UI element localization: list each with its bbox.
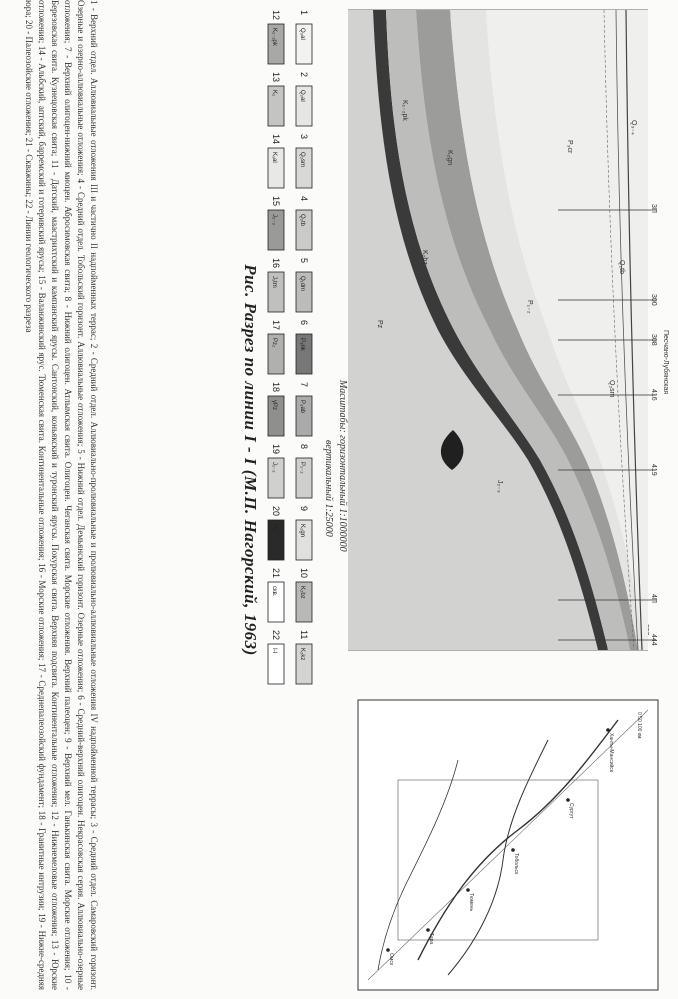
legend-item xyxy=(296,10,312,64)
legend-item xyxy=(268,10,284,64)
legend-item xyxy=(296,568,312,622)
legend-number: 21 xyxy=(271,568,281,579)
legend-code: Q₁dm xyxy=(299,276,305,292)
section-top-label: Песчано-Лубянская xyxy=(662,330,669,395)
legend-code: P₃nk xyxy=(299,338,305,351)
legend-number: 22 xyxy=(271,630,281,641)
unit-label: P₃cr xyxy=(566,140,573,154)
place-label: Омск xyxy=(388,953,394,966)
legend-number: 11 xyxy=(299,630,309,640)
legend-code: K₂bz xyxy=(299,586,305,599)
legend-number: 2 xyxy=(299,72,309,78)
legend-item xyxy=(296,320,312,374)
legend-number: 6 xyxy=(299,320,309,326)
legend-item xyxy=(268,382,284,436)
place-dot xyxy=(386,948,390,952)
well-label: 308 xyxy=(650,334,657,346)
unit-label: K₂bz xyxy=(421,250,428,265)
scale-label-vertical: вертикальный 1:25000 xyxy=(323,440,334,537)
unit-label: Pz xyxy=(376,320,383,329)
legend-number: 3 xyxy=(299,134,309,140)
legend-number: 1 xyxy=(299,10,309,16)
legend-number: 19 xyxy=(271,444,281,455)
legend-item xyxy=(268,444,284,498)
legend-number: 16 xyxy=(271,258,281,269)
place-label: Тобольск xyxy=(513,853,519,875)
legend-item xyxy=(296,258,312,312)
scale-label: Масштабы: горизонтальный 1:1000000 xyxy=(337,380,348,552)
unit-label: Q₂sm xyxy=(608,380,615,398)
legend-number: 18 xyxy=(271,382,281,393)
legend xyxy=(258,0,318,999)
legend-code: Q₃al xyxy=(299,28,305,40)
legend-number: 8 xyxy=(299,444,309,450)
legend-number: 14 xyxy=(271,134,281,145)
legend-item xyxy=(296,506,312,560)
legend-item xyxy=(268,72,284,126)
legend-number: 17 xyxy=(271,320,281,331)
legend-item xyxy=(296,444,312,498)
unit-label: Q₂tb xyxy=(618,260,625,274)
legend-number: 9 xyxy=(299,506,309,512)
legend-item xyxy=(268,320,284,374)
legend-item xyxy=(268,630,284,684)
legend-item xyxy=(296,630,312,684)
legend-number: 5 xyxy=(299,258,309,264)
unit-label: J₂₋₃ xyxy=(496,480,503,493)
well-label: 419 xyxy=(650,464,657,476)
legend-number: 20 xyxy=(271,506,281,517)
place-dot xyxy=(466,888,470,892)
place-dot xyxy=(606,728,610,732)
legend-code: Q₂al xyxy=(299,90,305,102)
unit-label: K₂gn xyxy=(446,150,453,166)
legend-code: J₁₋₂ xyxy=(271,462,277,473)
legend-number: 7 xyxy=(299,382,309,388)
unit-label: Q₃₋₄ xyxy=(630,120,637,135)
place-dot xyxy=(566,798,570,802)
figure-title: Рис. Разрез по линии I - I (М.П. Нагорский, 1963) xyxy=(241,264,260,656)
legend-code: I-I xyxy=(271,648,277,654)
legend-code: Pz xyxy=(271,524,277,532)
legend-item xyxy=(268,134,284,188)
well-label: 416 xyxy=(650,389,657,401)
legend-code: J₁tm xyxy=(271,276,277,288)
place-label: Ханты-Мансийск xyxy=(608,733,614,772)
place-label: Тюмень xyxy=(468,893,474,912)
legend-code: K₂kz xyxy=(299,648,305,661)
legend-item xyxy=(268,196,284,250)
legend-code: K₁al xyxy=(271,152,277,163)
figure-caption: 1 - Верхний отдел. Аллювиальные отложения III и частично II надпойменных террас; 2 - Средний отдел. Аллювиально-пролювиальные и пролювиально-аллювиальные отложения IV надпойменной террасы; 3 - Средний отдел. Самаровский горизонт. Озерные и озерно-аллювиальные отложения; 4 - Средний отдел. Тобольский горизонт. Аллювиальные отложения; 5 - Нижний отдел. Демьянский горизонт. Озерные отложения; 6 - Средний-верхний олигоцен. Некрасовская серия. Аллювиально-озерные отложения; 7 - Верхний олигоцен-нижний миоцен. Абросимовская свита; 8 - Нижний олигоцен. Атлымская свита. Олигоцен. Чеганская свита. Морские отложения. Верхний палеоцен; 9 - Верхний мел. Ганькинская свита. Морские отложения; 10 - Березовская свита. Кузнецовская свита; 11 - Датский, маастрихтский и кампанский ярусы. Сантонский, коньякский и туронский ярусы. Покурская свита. Верхняя подсвита. Континентальные отложения; 12 - Нижнемеловые отложения; 13 - Юрские отложения; 14 - Альбский, аптский, барремский и готеривский ярусы; 15 - Валанжинский ярус. Тюменская свита. Континентальные отложения; 16 - Морские отложения; 17 - Среднепалеозойский фундамент; 18 - Гранитные интрузии; 19 - Нижне-средняя юра; 20 - Палеозойские отложения; 21 - Скважины; 22 - Линии геологического разреза xyxy=(24,0,99,990)
well-label: 300 xyxy=(650,294,657,306)
legend-number: 12 xyxy=(271,10,281,21)
legend-number: 4 xyxy=(299,196,309,202)
legend-code: P₁₋₂ xyxy=(299,462,305,474)
legend-code: J₂₋₃ xyxy=(271,214,277,225)
legend-code: γPz xyxy=(271,400,277,411)
legend-number: 13 xyxy=(271,72,281,83)
place-dot xyxy=(426,928,430,932)
well-label: 3П xyxy=(650,204,657,213)
place-label: Тара xyxy=(428,933,434,945)
place-dot xyxy=(511,848,515,852)
inset-scale: 0 50 100 км xyxy=(636,712,642,739)
legend-item xyxy=(296,196,312,250)
legend-item xyxy=(296,134,312,188)
unit-label: K₁₋₂pk xyxy=(401,100,408,121)
legend-item xyxy=(268,258,284,312)
inset-map xyxy=(358,700,658,990)
legend-number: 10 xyxy=(299,568,309,579)
legend-code: P₃ab xyxy=(299,400,305,414)
legend-number: 15 xyxy=(271,196,281,207)
geologic-cross-section xyxy=(258,0,678,999)
well-label: 444 xyxy=(650,634,657,646)
unit-label: P₁₋₂ xyxy=(526,300,533,314)
legend-item xyxy=(268,506,284,560)
legend-item xyxy=(296,72,312,126)
legend-code: скв. xyxy=(271,586,277,597)
legend-item xyxy=(268,568,284,622)
well-label: 4П xyxy=(650,594,657,603)
legend-code: K₂gn xyxy=(299,524,305,538)
legend-code: K₁₋₂pk xyxy=(271,28,277,46)
legend-code: Q₂sm xyxy=(299,152,305,167)
legend-code: Pz₂ xyxy=(271,338,277,348)
legend-code: Q₂tb xyxy=(299,214,305,226)
legend-code: K₁ xyxy=(271,90,277,97)
legend-item xyxy=(296,382,312,436)
place-label: Сургут xyxy=(568,803,574,819)
